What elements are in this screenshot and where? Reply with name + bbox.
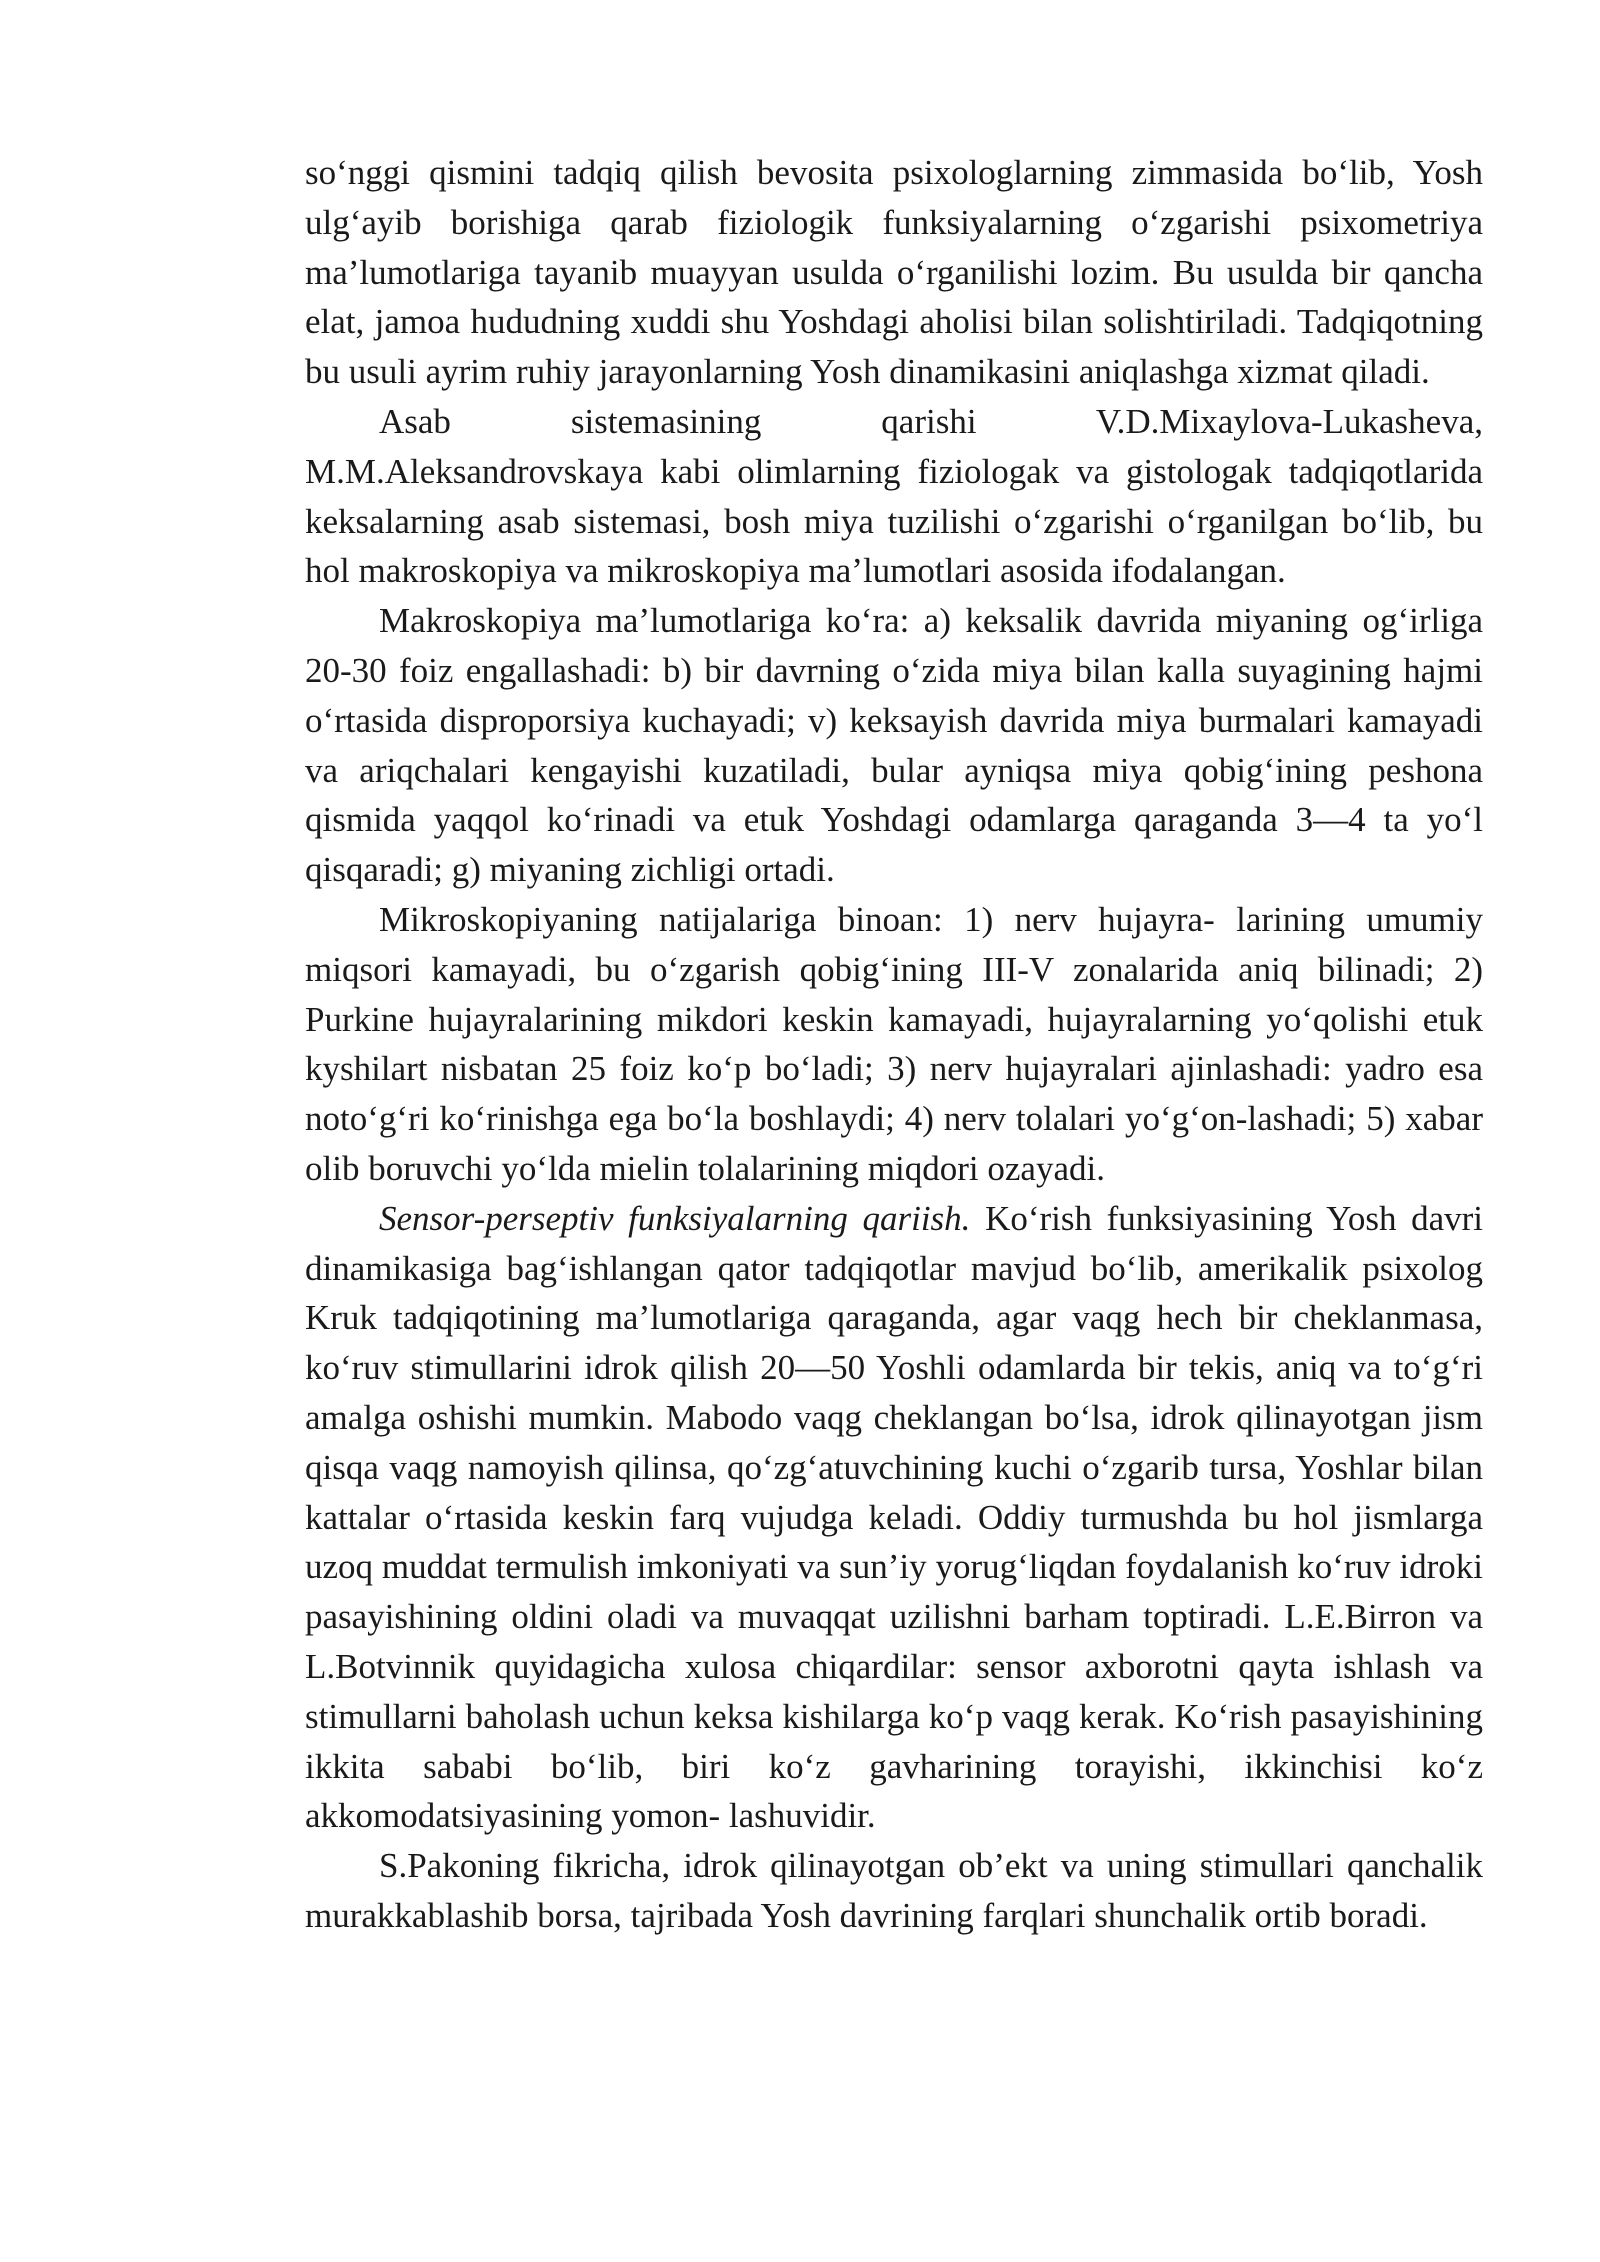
document-page (305, 148, 1483, 1941)
paragraph-5 (305, 1194, 1483, 1841)
paragraph-4 (305, 895, 1483, 1194)
paragraph-5-text: Ko‘rish funksiyasining Yosh davri dinamikasiga bag‘ishlangan qator tadqiqotlar mavjud bo‘lib, amerikalik psixolog Kruk tadqiqotining ma’lumotlariga qaraganda, agar vaqg hech bir cheklanmasa, ko‘ruv stimullarini idrok qilish 20—50 Yoshli odamlarda bir tekis, aniq va to‘g‘ri amalga oshishi mumkin. Mabodo vaqg cheklangan bo‘lsa, idrok qilinayotgan jism qisqa vaqg namoyish qilinsa, qo‘zg‘atuvchining kuchi o‘zgarib tursa, Yoshlar bilan kattalar o‘rtasida keskin farq vujudga keladi. Oddiy turmushda bu hol jismlarga uzoq muddat termulish imkoniyati va sun’iy yorug‘liqdan foydalanish ko‘ruv idroki pasayishining oldini oladi va muvaqqat uzilishni barham toptiradi. L.E.Birron va L.Botvinnik quyidagicha xulosa chiqardilar: sensor axborotni qayta ishlash va stimullarni baholash uchun keksa kishilarga ko‘p vaqg kerak. Ko‘rish pasayishining ikkita sababi bo‘lib, biri ko‘z gavharining torayishi, ikkinchisi ko‘z akkomodatsiyasining yomon- lashuvidir. (305, 1198, 1484, 1836)
paragraph-2 (305, 397, 1483, 596)
paragraph-1 (305, 148, 1483, 397)
paragraph-6 (305, 1841, 1483, 1941)
paragraph-2-text: Asab sistemasining qarishi V.D.Mixaylova-Lukasheva, M.M.Aleksandrovskaya kabi olimlarning fiziologak va gistologak tadqiqotlarida keksalarning asab sistemasi, bosh miya tuzilishi o‘zgarishi o‘rganilgan bo‘lib, bu hol makroskopiya va mikroskopiya ma’lumotlari asosida ifodalangan. (305, 401, 1483, 591)
paragraph-1-text: so‘nggi qismini tadqiq qilish bevosita psixologlarning zimmasida bo‘lib, Yosh ulg‘ayib borishiga qarab fiziologik funksiyalarning o‘zgarishi psixometriya ma’lumotlariga tayanib muayyan usulda o‘rganilishi lozim. Bu usulda bir qancha elat, jamoa hududning xuddi shu Yoshdagi aholisi bilan solishtiriladi. Tadqiqotning bu usuli ayrim ruhiy jarayonlarning Yosh dinamikasini aniqlashga xizmat qiladi. (305, 153, 1483, 392)
paragraph-4-text: Mikroskopiyaning natijalariga binoan: 1) nerv hujayra- larining umumiy miqsori kamayadi, bu o‘zgarish qobig‘ining III-V zonalarida aniq bilinadi; 2) Purkine hujayralarining mikdori keskin kamayadi, hujayralarning yo‘qolishi etuk kyshilart nisbatan 25 foiz ko‘p bo‘ladi; 3) nerv hujayralari ajinlashadi: yadro esa noto‘g‘ri ko‘rinishga ega bo‘la boshlaydi; 4) nerv tolalari yo‘g‘on-lashadi; 5) xabar olib boruvchi yo‘lda mielin tolalarining miqdori ozayadi. (305, 899, 1483, 1188)
paragraph-3-text: Makroskopiya ma’lumotlariga ko‘ra: a) keksalik davrida miyaning og‘irliga 20-30 foiz engallashadi: b) bir davrning o‘zida miya bilan kalla suyagining hajmi o‘rtasida disproporsiya kuchayadi; v) keksayish davrida miya burmalari kamayadi va ariqchalari kengayishi kuzatiladi, bular ayniqsa miya qobig‘ining peshona qismida yaqqol ko‘rinadi va etuk Yoshdagi odamlarga qaraganda 3—4 ta yo‘l qisqaradi; g) miyaning zichligi ortadi. (305, 601, 1483, 890)
paragraph-6-text: S.Pakoning fikricha, idrok qilinayotgan ob’ekt va uning stimullari qanchalik murakkablashib borsa, tajribada Yosh davrining farqlari shunchalik ortib boradi. (305, 1846, 1483, 1935)
paragraph-3 (305, 596, 1483, 895)
section-heading-sensor-perceptive: Sensor-perseptiv funksiyalarning qariish. (379, 1198, 971, 1238)
